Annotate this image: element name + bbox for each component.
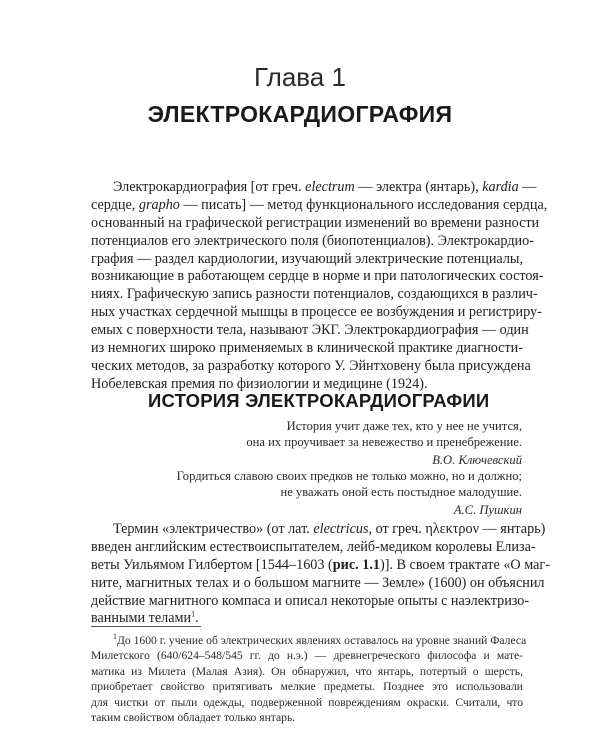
text-line: Милетского (640/624–548/545 гг. до н.э.) — древнегреческого философа и мате- bbox=[91, 649, 523, 663]
text-line: для чистки от пыли одежды, подверженной повреждениям окраски. Считали, что bbox=[91, 695, 523, 709]
section-title: ИСТОРИЯ ЭЛЕКТРОКАРДИОГРАФИИ bbox=[148, 390, 490, 411]
text-line: емых с поверхности тела, называют ЭКГ. Электрокардиография — один bbox=[91, 322, 529, 339]
italic-term: electrum bbox=[305, 179, 355, 195]
history-paragraph bbox=[91, 521, 550, 628]
text-line: из немногих широко применяемых в клинической практике диагности- bbox=[91, 340, 523, 357]
chapter-label: Глава 1 bbox=[254, 62, 346, 92]
text-line: Нобелевская премия по физиологии и медицине (1924). bbox=[91, 375, 428, 392]
figure-ref: рис. 1.1 bbox=[332, 556, 380, 573]
italic-term: grapho bbox=[138, 196, 180, 213]
epigraph-author: В.О. Ключевский bbox=[432, 453, 522, 467]
text-line: ните, магнитных телах и о большом магните — Земле» (1600) он объяснил bbox=[91, 574, 545, 591]
epigraph-line: Гордиться славою своих предков не только можно, но и должно; bbox=[176, 469, 522, 483]
text-line: таким свойством обладает только янтарь. bbox=[91, 710, 296, 724]
text-line: потенциалов его электрического поля (биопотенциалов). Электрокардио- bbox=[91, 232, 534, 249]
text-line: Термин «электричество» (от лат. electricus, от греч. ηλεκτρον — янтарь) bbox=[113, 521, 546, 537]
text-line: ческих методов, за разработку которого У. Эйнтховену была присуждена bbox=[91, 357, 531, 374]
text-line: графия — раздел кардиологии, изучающий электрические потенциалы, bbox=[91, 250, 523, 267]
text-line: Электрокардиография [от греч. electrum — электра (янтарь), kardia — bbox=[113, 179, 537, 195]
intro-paragraph bbox=[91, 179, 548, 394]
epigraph-line: она их проучивает за невежество и пренебрежение. bbox=[246, 435, 522, 449]
text-line: матика из Милета (Малая Азия). Он обнаружил, что янтарь, потертый о шерсть, bbox=[91, 664, 523, 678]
text-line: приобретает свойство притягивать мелкие предметы. Позднее это использовали bbox=[91, 680, 523, 694]
epigraph-line: История учит даже тех, кто у нее не учится, bbox=[286, 419, 522, 433]
epigraph-author: А.С. Пушкин bbox=[453, 503, 522, 517]
footnote-ref: 1 bbox=[191, 609, 196, 619]
text-line: возникающие в работающем сердце в норме и при патологических состоя- bbox=[91, 268, 544, 285]
text-line: сердце, grapho — писать] — метод функционального исследования сердца, bbox=[91, 196, 548, 213]
text-line: действие магнитного компаса и описал некоторые опыты с наэлектризо- bbox=[91, 592, 530, 609]
epigraph-klyuchevsky bbox=[162, 418, 522, 468]
epigraph-line: не уважать оной есть постыдное малодушие. bbox=[280, 485, 522, 499]
text-line: ванными телами$^1$. bbox=[91, 609, 199, 627]
epigraph-pushkin bbox=[162, 468, 522, 518]
text-line: ниях. Графическую запись разности потенциалов, создающихся в различ- bbox=[91, 286, 538, 303]
footnote-ref: 1 bbox=[113, 632, 117, 642]
chapter-title: ЭЛЕКТРОКАРДИОГРАФИЯ bbox=[147, 101, 453, 127]
text-line: основанный на графической регистрации изменений во времени разности bbox=[91, 214, 540, 231]
italic-term: electricus bbox=[313, 521, 369, 537]
text-line: ных участках сердечной мышцы в процессе ее возбуждения и регистриру- bbox=[91, 304, 542, 321]
italic-term: kardia bbox=[482, 179, 519, 195]
text-line: $^1$До 1600 г. учение об электрических явлениях оставалось на уровне знаний Фалеса bbox=[113, 632, 527, 647]
footnote-divider bbox=[91, 626, 201, 627]
text-line: введен английским естествоиспытателем, лейб-медиком королевы Елиза- bbox=[91, 538, 536, 555]
text-line: веты Уильямом Гилбертом [1544–1603 (рис. 1.1)]. В своем трактате «О маг- bbox=[91, 556, 550, 573]
footnote bbox=[91, 632, 527, 725]
